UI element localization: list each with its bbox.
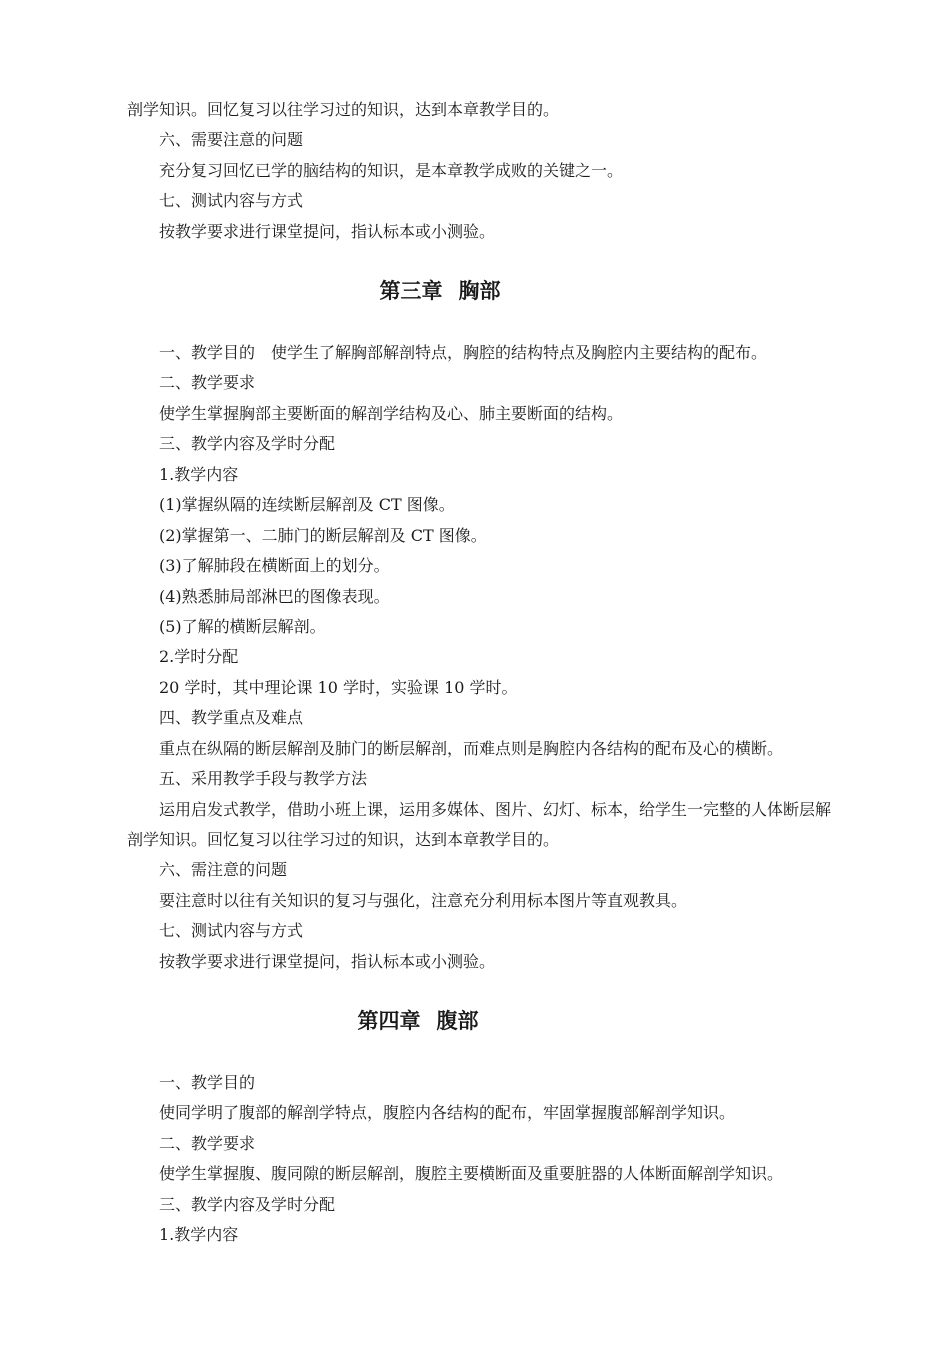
paragraph: 使学生了解胸部解剖特点，胸腔的结构特点及胸腔内主要结构的配布。	[271, 343, 768, 362]
paragraph: 重点在纵隔的断层解剖及肺门的断层解剖，而难点则是胸腔内各结构的配布及心的横断。	[159, 739, 784, 758]
chapter-title	[0, 1007, 836, 1035]
list-item: (2)掌握第一、二肺门的断层解剖及 CT 图像。	[159, 526, 487, 545]
section-heading	[159, 342, 767, 364]
chapter-number: 第三章	[379, 279, 443, 303]
subsection-heading: 1.教学内容	[159, 465, 239, 484]
subsection-heading: 2.学时分配	[159, 647, 239, 666]
list-item: (5)了解的横断层解剖。	[159, 617, 326, 636]
chapter-number: 第四章	[357, 1009, 421, 1033]
paragraph: 运用启发式教学，借助小班上课，运用多媒体、图片、幻灯、标本，给学生一完整的人体断层解	[159, 800, 832, 819]
paragraph-continued: 剖学知识。回忆复习以往学习过的知识，达到本章教学目的。	[127, 830, 560, 849]
paragraph: 使同学明了腹部的解剖学特点，腹腔内各结构的配布，牢固掌握腹部解剖学知识。	[159, 1103, 736, 1122]
paragraph: 使学生掌握腹、腹同隙的断层解剖，腹腔主要横断面及重要脏器的人体断面解剖学知识。	[159, 1164, 784, 1183]
list-item: (3)了解肺段在横断面上的划分。	[159, 556, 390, 575]
section-heading: 三、教学内容及学时分配	[159, 1195, 336, 1214]
section-heading: 四、教学重点及难点	[159, 708, 304, 727]
section-heading: 六、需注意的问题	[159, 860, 288, 879]
section-heading: 七、测试内容与方式	[159, 191, 304, 210]
paragraph: 20 学时，其中理论课 10 学时，实验课 10 学时。	[159, 678, 518, 697]
continued-paragraph: 剖学知识。回忆复习以往学习过的知识，达到本章教学目的。	[127, 100, 560, 119]
section-heading: 三、教学内容及学时分配	[159, 434, 336, 453]
chapter-name: 腹部	[436, 1009, 479, 1033]
paragraph: 使学生掌握胸部主要断面的解剖学结构及心、肺主要断面的结构。	[159, 404, 624, 423]
section-heading: 五、采用教学手段与教学方法	[159, 769, 368, 788]
list-item: (1)掌握纵隔的连续断层解剖及 CT 图像。	[159, 495, 455, 514]
paragraph: 要注意时以往有关知识的复习与强化，注意充分利用标本图片等直观教具。	[159, 891, 688, 910]
paragraph: 充分复习回忆已学的脑结构的知识，是本章教学成败的关键之一。	[159, 161, 624, 180]
paragraph: 按教学要求进行课堂提问，指认标本或小测验。	[159, 222, 496, 241]
paragraph: 按教学要求进行课堂提问，指认标本或小测验。	[159, 952, 496, 971]
section-heading: 二、教学要求	[159, 373, 256, 392]
section-heading: 七、测试内容与方式	[159, 921, 304, 940]
section-heading: 六、需要注意的问题	[159, 130, 304, 149]
subsection-heading: 1.教学内容	[159, 1225, 239, 1244]
chapter-title	[0, 277, 880, 305]
section-heading: 二、教学要求	[159, 1134, 256, 1153]
chapter-name: 胸部	[458, 279, 501, 303]
section-heading-label: 一、教学目的	[159, 343, 256, 362]
section-heading: 一、教学目的	[159, 1073, 256, 1092]
list-item: (4)熟悉肺局部淋巴的图像表现。	[159, 587, 390, 606]
